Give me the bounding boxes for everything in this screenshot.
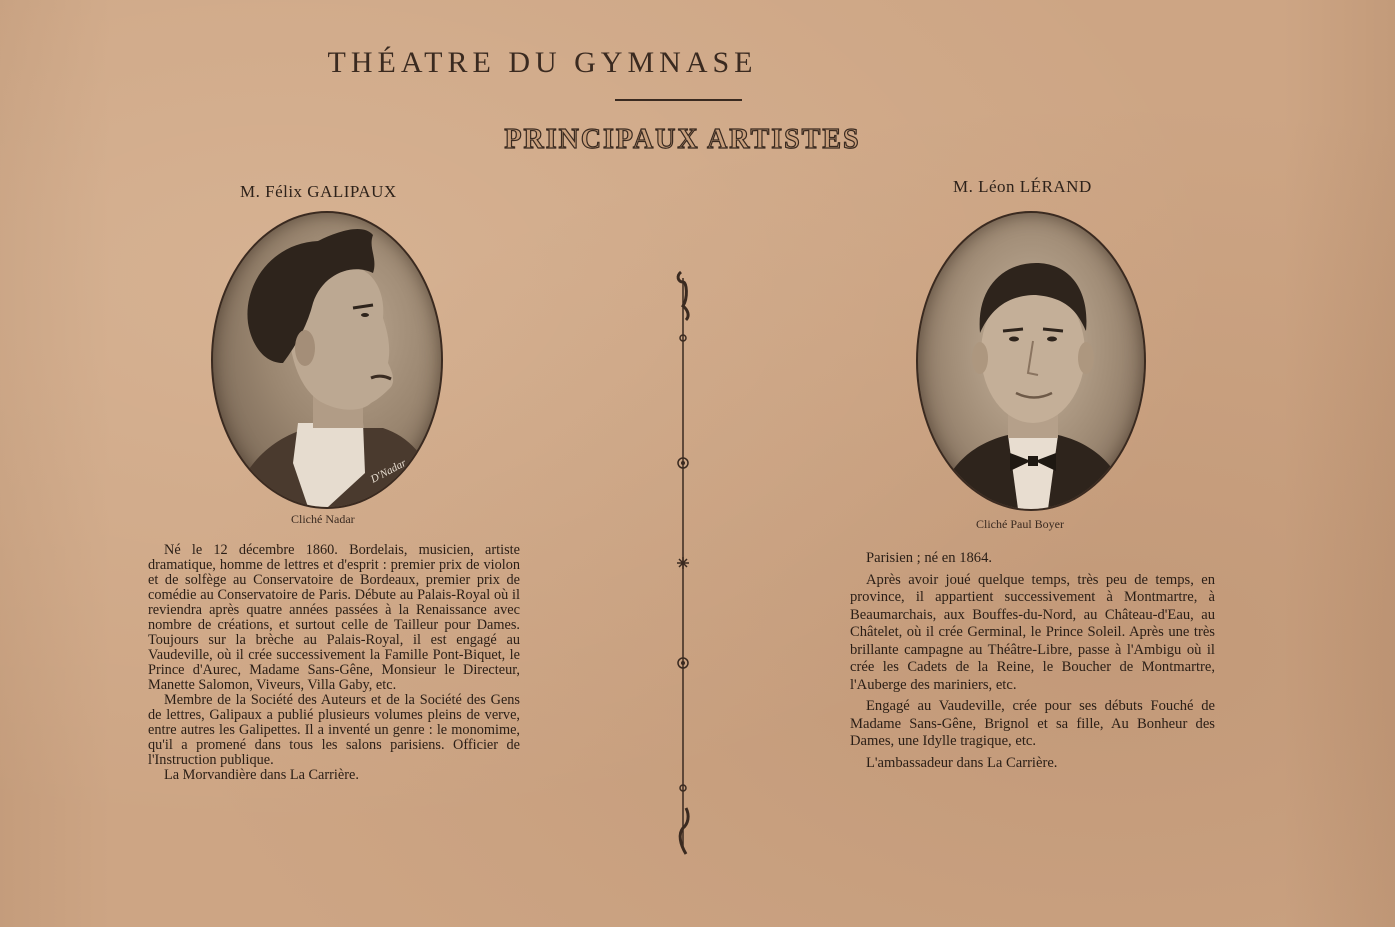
credit-galipaux: Cliché Nadar bbox=[291, 512, 355, 526]
bio-paragraph: Parisien ; né en 1864. bbox=[866, 550, 993, 566]
bio-paragraph: Engagé au Vaudeville, crée pour ses débuts Fouché de Madame Sans-Gêne, Brignol et sa fille, Au Bonheur des Dames, une Idylle tragique, etc. bbox=[850, 698, 1215, 749]
bio-lerand bbox=[850, 550, 1215, 776]
credit-lerand: Cliché Paul Boyer bbox=[976, 517, 1064, 531]
bio-paragraph: Membre de la Société des Auteurs et de la Société des Gens de lettres, Galipaux a publié plusieurs volumes pleins de verve, entre autres les Galipettes. Il a inventé un genre : le monomime, qu'il a promené dans tous les salons parisiens. Officier de l'Instruction publique. bbox=[148, 692, 520, 768]
section-heading: PRINCIPAUX ARTISTES bbox=[504, 124, 861, 155]
portrait-galipaux bbox=[211, 211, 443, 509]
bio-paragraph: Après avoir joué quelque temps, très peu de temps, en province, il appartient successivement à Montmartre, à Beaumarchais, aux Bouffes-du-Nord, au Château-d'Eau, au Châtelet, où il crée Germinal, le Prince Soleil. Après une très brillante campagne au Théâtre-Libre, passe à l'Ambigu où il crée les Cadets de la Reine, le Boucher de Montmartre, l'Auberge des mariniers, etc. bbox=[850, 571, 1215, 693]
ornamental-divider bbox=[668, 268, 702, 858]
bio-galipaux bbox=[148, 543, 520, 783]
portrait-lerand bbox=[916, 211, 1146, 511]
bio-paragraph: Né le 12 décembre 1860. Bordelais, musicien, artiste dramatique, homme de lettres et d'esprit : premier prix de violon et de solfège au Conservatoire de Bordeaux, premier prix de comédie au Conservatoire de Paris. Débute au Palais-Royal où il reviendra après quatre années passées à la Renaissance avec nombre de créations, et surtout celle de Tailleur pour Dames. Toujours sur la brèche au Palais-Royal, il est engagé au Vaudeville, où il crée successivement la Famille Pont-Biquet, le Prince d'Aurec, Madame Sans-Gêne, Monsieur le Directeur, Manette Salomon, Viveurs, Villa Gaby, etc. bbox=[148, 542, 520, 693]
theatre-title: THÉATRE DU GYMNASE bbox=[327, 46, 758, 79]
artist-name-galipaux: M. Félix GALIPAUX bbox=[240, 182, 397, 201]
title-rule bbox=[615, 99, 742, 101]
bio-paragraph: L'ambassadeur dans La Carrière. bbox=[866, 754, 1058, 771]
artist-name-lerand: M. Léon LÉRAND bbox=[953, 177, 1092, 196]
portrait-signature: D'Nadar bbox=[368, 457, 409, 486]
bio-paragraph: La Morvandière dans La Carrière. bbox=[164, 767, 359, 783]
